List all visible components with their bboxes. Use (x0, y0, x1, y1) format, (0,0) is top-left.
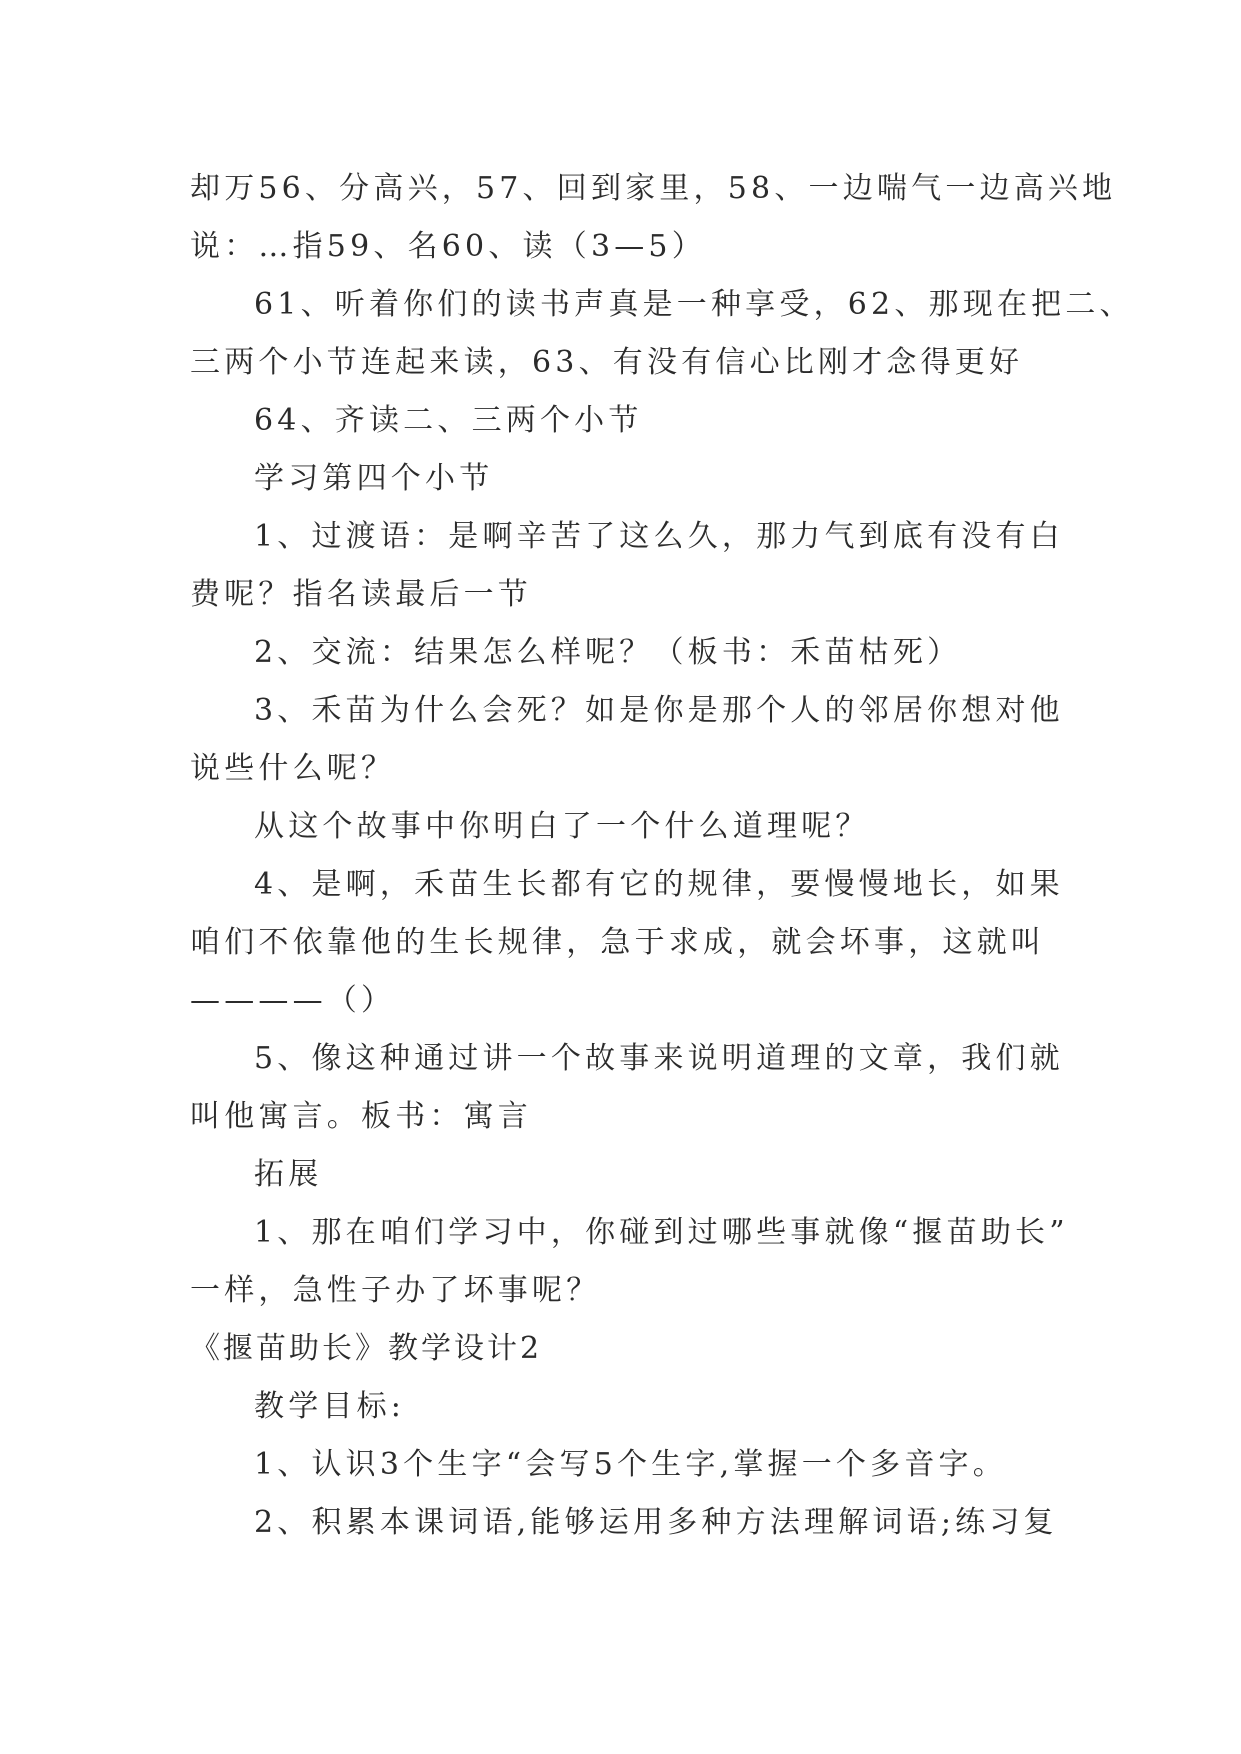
text-line-05: 64、齐读二、三两个小节 (254, 403, 643, 438)
document-body (190, 160, 1134, 1552)
section-heading-part-four: 学习第四个小节 (254, 461, 494, 496)
text-line-24: 2、积累本课词语,能够运用多种方法理解词语;练习复 (254, 1505, 1058, 1540)
document-title-design-2: 《揠苗助长》教学设计2 (190, 1331, 543, 1366)
text-line-02: 说：…指59、名60、读（3—5） (190, 229, 706, 264)
text-line-12: 从这个故事中你明白了一个什么道理呢？ (254, 809, 870, 844)
text-line-15: ————（） (190, 983, 396, 1018)
text-line-10: 3、禾苗为什么会死？如是你是那个人的邻居你想对他 (254, 693, 1064, 728)
text-line-16: 5、像这种通过讲一个故事来说明道理的文章，我们就 (254, 1041, 1064, 1076)
text-line-03: 61、听着你们的读书声真是一种享受，62、那现在把二、 (254, 287, 1134, 322)
text-line-01: 却万56、分高兴，57、回到家里，58、一边喘气一边高兴地 (190, 171, 1117, 206)
text-line-17: 叫他寓言。板书：寓言 (190, 1099, 532, 1134)
text-line-14: 咱们不依靠他的生长规律，急于求成，就会坏事，这就叫 (190, 925, 1045, 960)
text-line-07: 1、过渡语：是啊辛苦了这么久，那力气到底有没有白 (254, 519, 1064, 554)
text-line-23: 1、认识3个生字“会写5个生字,掌握一个多音字。 (254, 1447, 1007, 1482)
text-line-11: 说些什么呢？ (190, 751, 396, 786)
text-line-08: 费呢？指名读最后一节 (190, 577, 532, 612)
text-line-20: 一样，急性子办了坏事呢？ (190, 1273, 601, 1308)
section-heading-teaching-goals: 教学目标: (254, 1389, 406, 1424)
text-line-19: 1、那在咱们学习中，你碰到过哪些事就像“揠苗助长” (254, 1215, 1069, 1250)
text-line-09: 2、交流：结果怎么样呢？（板书：禾苗枯死） (254, 635, 962, 670)
text-line-13: 4、是啊，禾苗生长都有它的规律，要慢慢地长，如果 (254, 867, 1064, 902)
section-heading-extension: 拓展 (254, 1157, 323, 1192)
text-line-04: 三两个小节连起来读，63、有没有信心比刚才念得更好 (190, 345, 1024, 380)
